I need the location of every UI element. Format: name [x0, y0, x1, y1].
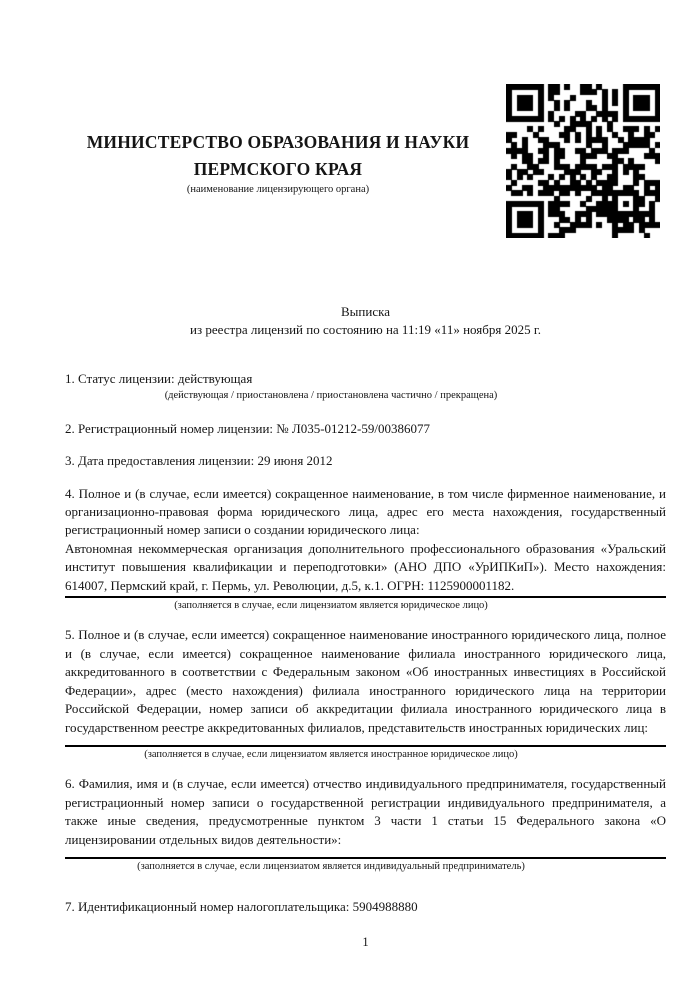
ministry-name-line2: ПЕРМСКОГО КРАЯ [193, 159, 363, 179]
ministry-name-line1: МИНИСТЕРСТВО ОБРАЗОВАНИЯ И НАУКИ [86, 132, 470, 152]
document-body [65, 300, 666, 951]
section-entrepreneur-label: 6. Фамилия, имя и (в случае, если имеется) отчество индивидуального предпринимателя, государственный регистрационный номер записи о государственной регистрации индивидуального предпринимателя, а также иные сведения, предусмотренные пунктом 3 части 1 статьи 15 Федерального закона «О лицензировании отдельных видов деятельности»: [65, 776, 666, 847]
section-grant-date: 3. Дата предоставления лицензии: 29 июня 2012 [65, 453, 333, 469]
status-options-caption: (действующая / приостановлена / приостановлена частично / прекращена) [164, 390, 498, 402]
section-foreign-entity-label: 5. Полное и (в случае, если имеется) сокращенное наименование иностранного юридического лица, полное и (в случае, если имеется) сокращенное наименование филиала иностранного юридического лица, аккредитованного в соответствии с Федеральным законом «Об иностранных инвестициях в Российской Федерации», адрес (место нахождения) филиала иностранного юридического лица на территории Российской Федерации, номер записи об аккредитации филиала иностранного юридического лица в государственном реестре аккредитованных филиалов, представительств иностранных юридических лиц: [65, 627, 666, 735]
field-underline-foreign-entity [65, 745, 666, 747]
ministry-header [58, 129, 498, 183]
foreign-entity-caption: (заполняется в случае, если лицензиатом является иностранное юридическое лицо) [144, 748, 518, 760]
document-subtitle: из реестра лицензий по состоянию на 11:19 «11» ноября 2025 г. [190, 322, 541, 338]
section-legal-entity-value: Автономная некоммерческая организация дополнительного профессионального образования «Уральский институт повышения квалификации и переподготовки» (АНО ДПО «УрИПКиП»). Место нахождения: 614007, Пермский край, г. Пермь, ул. Революции, д.5, к.1. ОГРН: 1125900001182. [65, 540, 666, 593]
licensing-authority-caption: (наименование лицензирующего органа) [186, 184, 370, 195]
document-title: Выписка [341, 304, 390, 319]
entrepreneur-caption: (заполняется в случае, если лицензиатом является индивидуальный предприниматель) [137, 861, 525, 873]
section-legal-entity-label: 4. Полное и (в случае, если имеется) сокращенное наименование, в том числе фирменное наименование, и организационно-правовая форма юридического лица, адрес его места нахождения, государственный регистрационный номер записи о создании юридического лица: [65, 485, 666, 538]
field-underline-legal-entity [65, 596, 666, 598]
section-license-status: 1. Статус лицензии: действующая [65, 370, 253, 386]
legal-entity-caption: (заполняется в случае, если лицензиатом является юридическое лицо) [174, 599, 488, 611]
section-registration-number: 2. Регистрационный номер лицензии: № Л035-01212-59/00386077 [65, 420, 431, 436]
qr-code-icon [506, 84, 660, 238]
document-heading [65, 300, 666, 340]
section-taxpayer-id: 7. Идентификационный номер налогоплательщика: 5904988880 [65, 898, 418, 914]
page-number: 1 [362, 934, 369, 949]
field-underline-entrepreneur [65, 857, 666, 859]
